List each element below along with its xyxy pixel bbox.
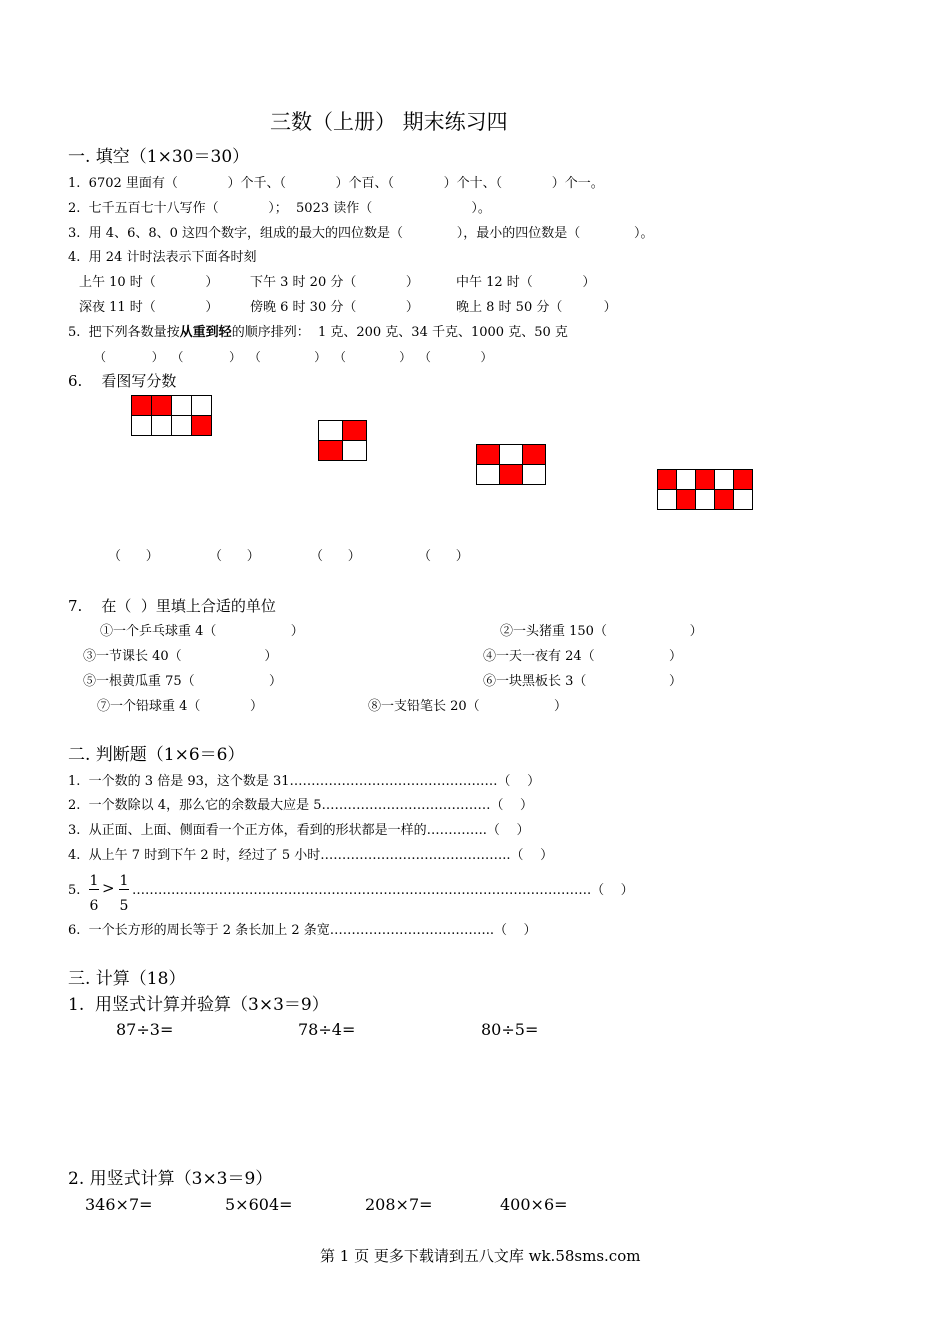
empty-cell	[734, 490, 753, 510]
shaded-cell	[152, 396, 172, 416]
shaded-cell	[477, 445, 500, 465]
q4-item: 深夜 11 时（ ）	[79, 300, 219, 315]
q7-item: ⑧一支铅笔长 20（ ）	[368, 699, 568, 714]
fraction-figure-2	[318, 420, 367, 461]
q5-suffix: 的顺序排列： 1 克、200 克、34 千克、1000 克、50 克	[231, 325, 568, 340]
q4-item: 下午 3 时 20 分（ ）	[250, 275, 419, 290]
section2-heading: 二. 判断题（1×6＝6）	[68, 745, 245, 765]
calc-item: 346×7=	[85, 1195, 153, 1214]
fraction-bar	[119, 889, 129, 890]
fraction-denominator: 5	[119, 898, 129, 914]
shaded-cell	[696, 470, 715, 490]
shaded-cell	[715, 490, 734, 510]
q4-item: 中午 12 时（ ）	[456, 275, 596, 290]
empty-cell	[677, 470, 696, 490]
judge-item-5-number: 5.	[68, 883, 81, 898]
fraction-figure-4	[657, 469, 753, 510]
section1-heading: 一. 填空（1×30＝30）	[68, 147, 250, 167]
judge-item: 6. 一个长方形的周长等于 2 条长加上 2 条宽………………………………..（ ）	[68, 923, 537, 938]
question-7: 7. 在（ ）里填上合适的单位	[68, 597, 276, 615]
shaded-cell	[734, 470, 753, 490]
judge-item-5-tail: …………………………………………………………………………………………….（ ）	[132, 883, 634, 898]
calc-item: 208×7=	[365, 1195, 433, 1214]
empty-cell	[343, 441, 367, 461]
judge-item: 2. 一个数除以 4，那么它的余数最大应是 5…………………………………（ ）	[68, 798, 534, 813]
shaded-cell	[500, 465, 523, 485]
judge-item: 1. 一个数的 3 倍是 93，这个数是 31…………………………………………（ ）	[68, 774, 541, 789]
question-3: 3. 用 4、6、8、0 这四个数字，组成的最大的四位数是（ ），最小的四位数是（ ）。	[68, 226, 654, 241]
q7-item: ⑥一块黑板长 3（ ）	[483, 674, 683, 689]
empty-cell	[192, 396, 212, 416]
empty-cell	[319, 421, 343, 441]
shaded-cell	[132, 396, 152, 416]
q6-blank: （ ）	[418, 549, 469, 564]
calc-item: 80÷5=	[481, 1020, 539, 1039]
page-title: 三数（上册） 期末练习四	[270, 110, 508, 134]
empty-cell	[172, 416, 192, 436]
question-2: 2. 七千五百七十八写作（ ）； 5023 读作（ ）。	[68, 201, 491, 216]
section3-sub1: 1. 用竖式计算并验算（3×3＝9）	[68, 995, 329, 1015]
question-5	[68, 326, 568, 339]
q7-item: ③一节课长 40（ ）	[83, 649, 278, 664]
greater-than-sign: >	[102, 879, 115, 897]
shaded-cell	[658, 470, 677, 490]
question-6: 6. 看图写分数	[68, 372, 177, 390]
empty-cell	[477, 465, 500, 485]
empty-cell	[172, 396, 192, 416]
q7-item: ④一天一夜有 24（ ）	[483, 649, 683, 664]
shaded-cell	[343, 421, 367, 441]
judge-item: 3. 从正面、上面、侧面看一个正方体，看到的形状都是一样的…………..（ ）	[68, 823, 530, 838]
judge-item: 4. 从上午 7 时到下午 2 时，经过了 5 小时……………………………………..（ ）	[68, 848, 554, 863]
question-4: 4. 用 24 计时法表示下面各时刻	[68, 250, 257, 265]
empty-cell	[152, 416, 172, 436]
q7-item: ②一头猪重 150（ ）	[500, 624, 703, 639]
q6-blank: （ ）	[108, 549, 159, 564]
fraction-numerator: 1	[119, 873, 129, 889]
empty-cell	[523, 465, 546, 485]
fraction-figure-3	[476, 444, 546, 485]
q7-item: ⑤一根黄瓜重 75（ ）	[83, 674, 283, 689]
empty-cell	[696, 490, 715, 510]
question-1: 1. 6702 里面有（ ）个千、（ ）个百、（ ）个十、（ ）个一。	[68, 176, 604, 191]
page-footer: 第 1 页 更多下载请到五八文库 wk.58sms.com	[320, 1247, 641, 1265]
section3-heading: 三. 计算（18）	[68, 969, 186, 989]
shaded-cell	[319, 441, 343, 461]
q5-prefix: 5. 把下列各数量按	[68, 325, 180, 340]
fraction-bar	[89, 889, 99, 890]
q5-blanks: （ ） （ ） （ ） （ ） （ ）	[94, 350, 493, 364]
q7-item: ⑦一个铅球重 4（ ）	[97, 699, 263, 714]
q6-blank: （ ）	[310, 549, 361, 564]
section3-sub2: 2. 用竖式计算（3×3＝9）	[68, 1169, 273, 1189]
empty-cell	[715, 470, 734, 490]
calc-item: 5×604=	[225, 1195, 293, 1214]
q4-item: 傍晚 6 时 30 分（ ）	[250, 300, 419, 315]
q6-blank: （ ）	[209, 549, 260, 564]
q4-item: 上午 10 时（ ）	[79, 275, 219, 290]
shaded-cell	[677, 490, 696, 510]
q7-item: ①一个乒乓球重 4（ ）	[100, 624, 304, 639]
q4-item: 晚上 8 时 50 分（ ）	[456, 300, 617, 315]
calc-item: 87÷3=	[116, 1020, 174, 1039]
shaded-cell	[523, 445, 546, 465]
fraction-denominator: 6	[89, 898, 99, 914]
empty-cell	[132, 416, 152, 436]
q5-bold: 从重到轻	[179, 325, 232, 340]
empty-cell	[658, 490, 677, 510]
shaded-cell	[192, 416, 212, 436]
fraction-numerator: 1	[89, 873, 99, 889]
fraction-figure-1	[131, 395, 212, 436]
calc-item: 400×6=	[500, 1195, 568, 1214]
empty-cell	[500, 445, 523, 465]
calc-item: 78÷4=	[298, 1020, 356, 1039]
